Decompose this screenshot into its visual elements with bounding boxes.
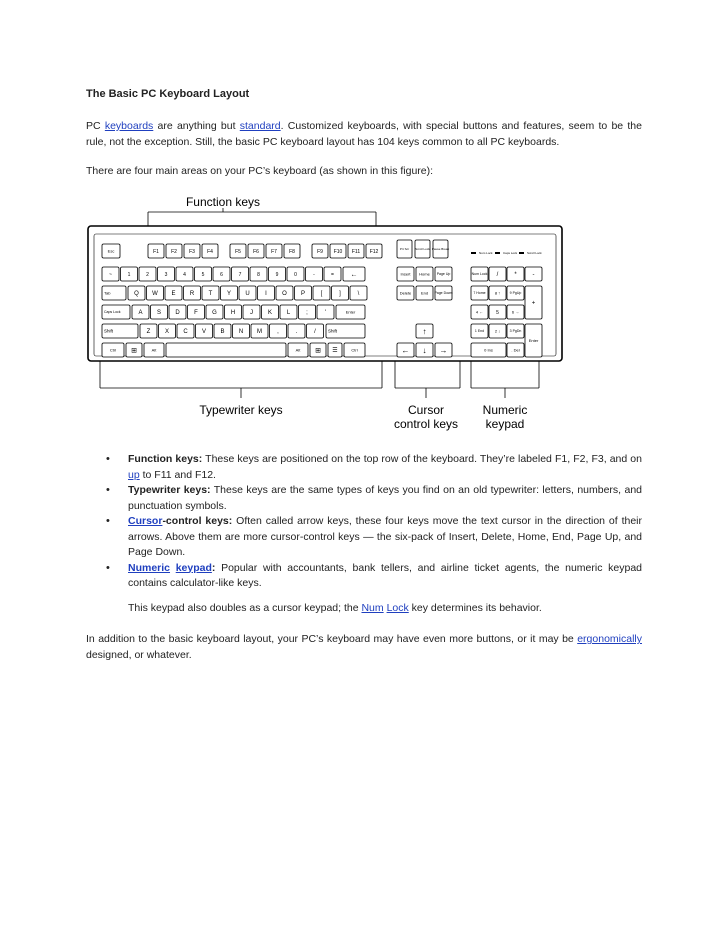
page-title: The Basic PC Keyboard Layout xyxy=(86,88,250,100)
letter-key-label: S xyxy=(156,310,162,317)
bullet-label: -control keys: xyxy=(162,515,233,527)
f-key-label: F5 xyxy=(235,248,241,255)
end-key-label: End xyxy=(420,290,429,296)
note-text: key determines its behavior. xyxy=(408,602,542,614)
letter-key-label: H xyxy=(230,310,236,317)
keypad-key-label: / xyxy=(496,272,499,279)
keypad-zero-key-label: 0 Ins xyxy=(484,347,493,353)
indicator-light-icon xyxy=(519,252,524,254)
keypad-key-label: 5 xyxy=(496,309,499,316)
up-link[interactable]: up xyxy=(128,468,140,481)
letter-key-label: T xyxy=(208,291,213,298)
right-ctrl-key-label: Ctrl xyxy=(351,347,358,353)
intro-text: are anything but xyxy=(153,120,240,132)
keyboard-diagram xyxy=(86,188,566,438)
letter-key-label: O xyxy=(282,291,287,298)
closing-text: In addition to the basic keyboard layout, your PC’s keyboard may have even more buttons, or it may be xyxy=(86,633,578,645)
number-key-label: 5 xyxy=(201,271,205,278)
letter-key-label: E xyxy=(171,291,176,298)
letter-key-label: Z xyxy=(146,329,151,336)
letter-key-label: C xyxy=(183,329,188,336)
bullet-text: Often called arrow keys, these four keys move the text cursor in the direction of their arrows. Above them are more cursor-control keys — the six-pack of Insert, Delete, Home, End, Page Up, and Page Down. xyxy=(128,515,642,558)
page-down-key-label: Page Down xyxy=(434,291,453,296)
keypad-key-label: 7 Home xyxy=(473,291,486,296)
ergonomically-link[interactable]: ergonomically xyxy=(577,633,642,645)
letter-key-label: Q xyxy=(134,291,139,298)
keypad-key-label: . Del xyxy=(511,347,520,353)
num-link[interactable]: Num xyxy=(361,602,384,614)
tab-key-label: Tab xyxy=(104,290,111,296)
closing-paragraph xyxy=(86,631,642,663)
bullet-text: Popular with accountants, bank tellers, and airline ticket agents, the numeric keypad contains calculator-like keys. xyxy=(128,561,642,589)
number-key-label: ~ xyxy=(109,271,112,278)
letter-key-label: P xyxy=(300,291,306,298)
note-text: This keypad also doubles as a cursor keypad; the xyxy=(128,602,362,614)
pause-key-label: Pause Break xyxy=(431,247,450,252)
indicator-label: Scroll Lock xyxy=(527,251,542,255)
keyboard-figure xyxy=(86,188,566,438)
menu-key-label: ☰ xyxy=(332,348,338,355)
number-key-label: 3 xyxy=(164,271,168,278)
bullet-text: These keys are the same types of keys you find on an old typewriter: letters, numbers, and punctuation symbols. xyxy=(128,484,642,512)
keypad-key-label: 3 PgDn xyxy=(509,329,522,334)
letter-key-label: B xyxy=(220,329,225,336)
right-alt-key-label: Alt xyxy=(295,347,301,353)
bullet-text: These keys are positioned on the top row of the keyboard. They’re labeled F1, F2, F3, and on xyxy=(202,453,642,465)
list-item xyxy=(98,483,642,514)
letter-key-label: I xyxy=(265,291,267,298)
lock-link[interactable]: Lock xyxy=(386,602,409,614)
delete-key-label: Delete xyxy=(399,290,412,296)
letter-key-label: Y xyxy=(226,291,232,298)
number-key-label: 9 xyxy=(275,271,279,278)
right-shift-key-label: Shift xyxy=(328,328,338,334)
letter-key-label: ] xyxy=(339,291,341,298)
f-key-label: F1 xyxy=(153,248,159,255)
f-key-label: F4 xyxy=(207,248,213,255)
function-keys-label: Function keys xyxy=(185,195,261,209)
letter-key-label: , xyxy=(277,329,279,336)
bullet-icon: • xyxy=(106,484,110,496)
letter-key-label: D xyxy=(175,310,180,317)
keyboard-areas-list xyxy=(98,452,642,592)
esc-key-label: Esc xyxy=(107,248,115,254)
keypad-label: keypad xyxy=(485,417,525,431)
indicator-label: Num Lock xyxy=(479,251,493,255)
keypad-key-label: 6 → xyxy=(511,309,520,315)
number-key-label: 2 xyxy=(146,271,149,278)
keypad-enter-key-label: Enter xyxy=(528,337,539,343)
list-item xyxy=(98,514,642,561)
cursor-link[interactable]: Cursor xyxy=(128,515,163,527)
backspace-key-label: ← xyxy=(350,271,358,279)
keypad-key-label: 4 ← xyxy=(475,309,484,315)
letter-key-label: L xyxy=(286,310,291,317)
keypad-key-label: 1 End xyxy=(474,329,485,334)
letter-key-label: ; xyxy=(306,310,308,317)
bullet-label: Typewriter keys: xyxy=(128,484,211,496)
letter-key-label: J xyxy=(250,310,253,317)
keypad-key-label: 2 ↓ xyxy=(494,328,501,334)
bullet-icon: • xyxy=(106,561,110,574)
control-keys-label: control keys xyxy=(393,417,459,431)
right-arrow-key-label: → xyxy=(439,345,448,355)
indicator-light-icon xyxy=(471,252,476,254)
letter-key-label: W xyxy=(152,291,158,298)
left-arrow-key-label: ← xyxy=(401,345,410,355)
letter-key-label: ' xyxy=(324,310,327,317)
numeric-link[interactable]: Numeric xyxy=(128,561,171,574)
letter-key-label: A xyxy=(138,310,143,317)
letter-key-label: M xyxy=(257,329,262,336)
left-ctrl-key-label: Ctrl xyxy=(109,347,117,353)
bullet-label: : xyxy=(211,561,216,574)
closing-text: designed, or whatever. xyxy=(86,649,192,661)
letter-key-label: \ xyxy=(357,291,360,298)
f-key-label: F12 xyxy=(369,248,379,255)
f-key-label: F3 xyxy=(189,248,195,255)
print-screen-key-label: Prt Scr xyxy=(399,247,410,252)
spacebar-key xyxy=(166,343,286,357)
cursor-label: Cursor xyxy=(407,403,445,417)
list-item xyxy=(98,452,642,483)
f-key-label: F2 xyxy=(171,248,177,255)
up-arrow-key-label: ↑ xyxy=(422,326,427,336)
home-key-label: Home xyxy=(419,271,430,277)
letter-key-label: / xyxy=(314,329,316,336)
bullet-text: to F11 and F12. xyxy=(139,468,216,481)
bullet-icon: • xyxy=(106,515,110,527)
f-key-label: F8 xyxy=(289,248,295,255)
bullet-icon: • xyxy=(106,453,110,465)
letter-key-label: R xyxy=(189,291,195,298)
scroll-lock-key-label: Scroll Lock xyxy=(415,247,430,252)
letter-key-label: [ xyxy=(320,291,323,298)
letter-key-label: N xyxy=(238,329,244,336)
left-alt-key-label: Alt xyxy=(151,347,157,353)
indicator-label: Caps Lock xyxy=(503,251,518,255)
indicator-light-icon xyxy=(495,252,500,254)
keypad-key-label: * xyxy=(514,272,517,279)
insert-key-label: Insert xyxy=(400,271,411,277)
number-key-label: 4 xyxy=(183,271,186,278)
areas-paragraph: There are four main areas on your PC’s keyboard (as shown in this figure): xyxy=(86,165,434,177)
keypad-link[interactable]: keypad xyxy=(175,561,212,574)
keypad-note xyxy=(128,601,542,616)
keypad-key-label: - xyxy=(532,272,535,279)
f-key-label: F7 xyxy=(271,248,277,255)
page-up-key-label: Page Up xyxy=(436,272,451,277)
number-key-label: 0 xyxy=(294,271,297,278)
number-key-label: 7 xyxy=(238,271,242,278)
keyboards-link[interactable]: keyboards xyxy=(104,120,154,132)
enter-key-label: Enter xyxy=(345,309,356,315)
intro-text: . Customized keyboards, with special buttons and features, seem to be the rule, not the exception. Still, the basic PC keyboard layout has 104 keys common to all PC keyboards. xyxy=(86,120,642,148)
number-key-label: 6 xyxy=(220,271,223,278)
left-shift-key-label: Shift xyxy=(104,328,114,334)
list-item xyxy=(98,561,642,592)
intro-paragraph xyxy=(86,118,642,150)
letter-key-label: V xyxy=(201,329,207,336)
letter-key-label: X xyxy=(164,329,170,336)
windows-key-label: ⊞ xyxy=(315,347,321,355)
typewriter-keys-label: Typewriter keys xyxy=(199,403,283,417)
num-lock-key-label: Num Lock xyxy=(471,272,488,277)
f-key-label: F11 xyxy=(351,248,361,255)
numeric-label: Numeric xyxy=(482,403,528,417)
bullet-label: Function keys: xyxy=(128,453,203,465)
keypad-key-label: 9 PgUp xyxy=(509,291,522,296)
standard-link[interactable]: standard xyxy=(239,120,281,132)
number-key-label: = xyxy=(331,271,334,278)
down-arrow-key-label: ↓ xyxy=(422,345,427,355)
letter-key-label: U xyxy=(245,291,250,298)
keypad-key-label: 8 ↑ xyxy=(494,290,501,296)
letter-key-label: . xyxy=(295,329,298,336)
letter-key-label: G xyxy=(212,310,217,317)
number-key-label: 8 xyxy=(257,271,260,278)
number-key-label: 1 xyxy=(127,271,131,278)
windows-key-label: ⊞ xyxy=(131,347,137,355)
f-key-label: F9 xyxy=(317,248,323,255)
letter-key-label: K xyxy=(267,310,273,317)
intro-text: PC xyxy=(86,120,105,132)
letter-key-label: F xyxy=(194,310,198,317)
keypad-plus-key-label: + xyxy=(531,300,536,307)
number-key-label: - xyxy=(313,271,315,278)
f-key-label: F10 xyxy=(333,248,343,255)
f-key-label: F6 xyxy=(253,248,259,255)
caps-lock-key-label: Caps Lock xyxy=(104,310,121,315)
